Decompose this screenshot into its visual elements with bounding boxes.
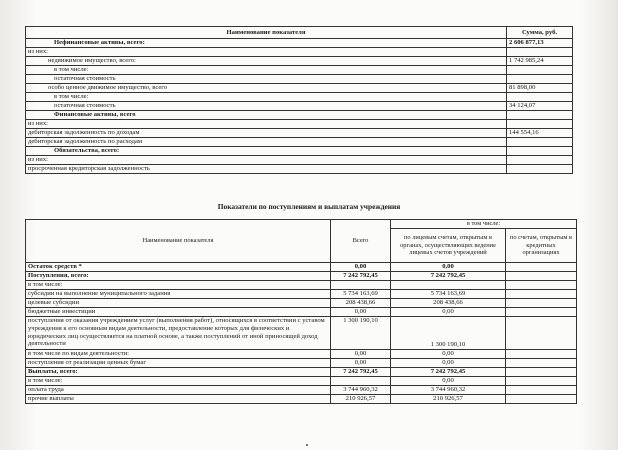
table-row: просроченная кредиторская задолженность <box>26 165 573 174</box>
table-row: субсидии на выполнение муниципального задания 5 734 163,69 5 734 163,69 <box>26 290 577 299</box>
table-row: Выплаты, всего: 7 242 792,45 7 242 792,45 <box>26 368 577 377</box>
header-credit-accounts: по счетам, открытым в кредитных организациях <box>506 229 577 263</box>
table-row: целевые субсидии 208 438,66 208 438,66 <box>26 299 577 308</box>
table-row: в том числе: <box>26 66 573 75</box>
section-title: Показатели по поступлениям и выплатам учреждения <box>217 202 401 211</box>
table-row: в том числе: 0,00 <box>26 377 577 386</box>
table-row: в том числе: <box>26 93 573 102</box>
assets-table <box>25 26 573 174</box>
header-name: Наименование показателя <box>26 220 331 263</box>
table-row: Нефинансовые активы, всего: 2 606 877,13 <box>26 39 573 48</box>
table-header-row <box>26 220 577 229</box>
table-row: поступления от реализации ценных бумаг 0,00 0,00 <box>26 359 577 368</box>
table-row: оплата труда 3 744 960,32 3 744 960,32 <box>26 386 577 395</box>
table-row: особо ценное движимое имущество, всего 81 898,00 <box>26 84 573 93</box>
header-including: в том числе: <box>391 220 577 229</box>
header-total: Всего <box>331 220 391 263</box>
table-row: поступления от оказания учреждением услуг (выполнения работ), относящихся в соответствии с уставом учреждения к его основным видам деятельности, предоставление которых для физических и юридических лиц осуществляется на платной основе, а также поступлений от иной приносящей доход деятельности 1 300 190,10 1 300 190,10 <box>26 317 577 350</box>
table-row: остаточная стоимость 34 124,07 <box>26 102 573 111</box>
scan-speck <box>306 444 308 446</box>
table-row: Финансовые активы, всего <box>26 111 573 120</box>
header-sum: Сумма, руб. <box>507 27 573 39</box>
table-row: Остаток средств * 0,00 0,00 <box>26 263 577 272</box>
table-row: из них: <box>26 156 573 165</box>
table-row: из них: <box>26 120 573 129</box>
receipts-payments-table <box>25 219 577 404</box>
table-row: Обязательства, всего: <box>26 147 573 156</box>
table-row: в том числе по видам деятельности: 0,00 0,00 <box>26 350 577 359</box>
table-row: бюджетные инвестиции 0,00 0,00 <box>26 308 577 317</box>
table-row: дебиторская задолженность по расходам <box>26 138 573 147</box>
table-row: из них: <box>26 48 573 57</box>
table-row: остаточная стоимость <box>26 75 573 84</box>
table-row: в том числе: <box>26 281 577 290</box>
table-row: Поступления, всего: 7 242 792,45 7 242 792,45 <box>26 272 577 281</box>
assets-table-header <box>26 27 573 39</box>
header-name: Наименование показателя <box>26 27 507 39</box>
table-row: дебиторская задолженность по доходам 144 554,16 <box>26 129 573 138</box>
table-row: прочие выплаты 210 926,57 210 926,57 <box>26 395 577 404</box>
header-personal-accounts: по лицевым счетам, открытым в органах, осуществляющих ведение лицевых счетов учреждений <box>391 229 506 263</box>
table-row: недвижимое имущество, всего: 1 742 985,24 <box>26 57 573 66</box>
